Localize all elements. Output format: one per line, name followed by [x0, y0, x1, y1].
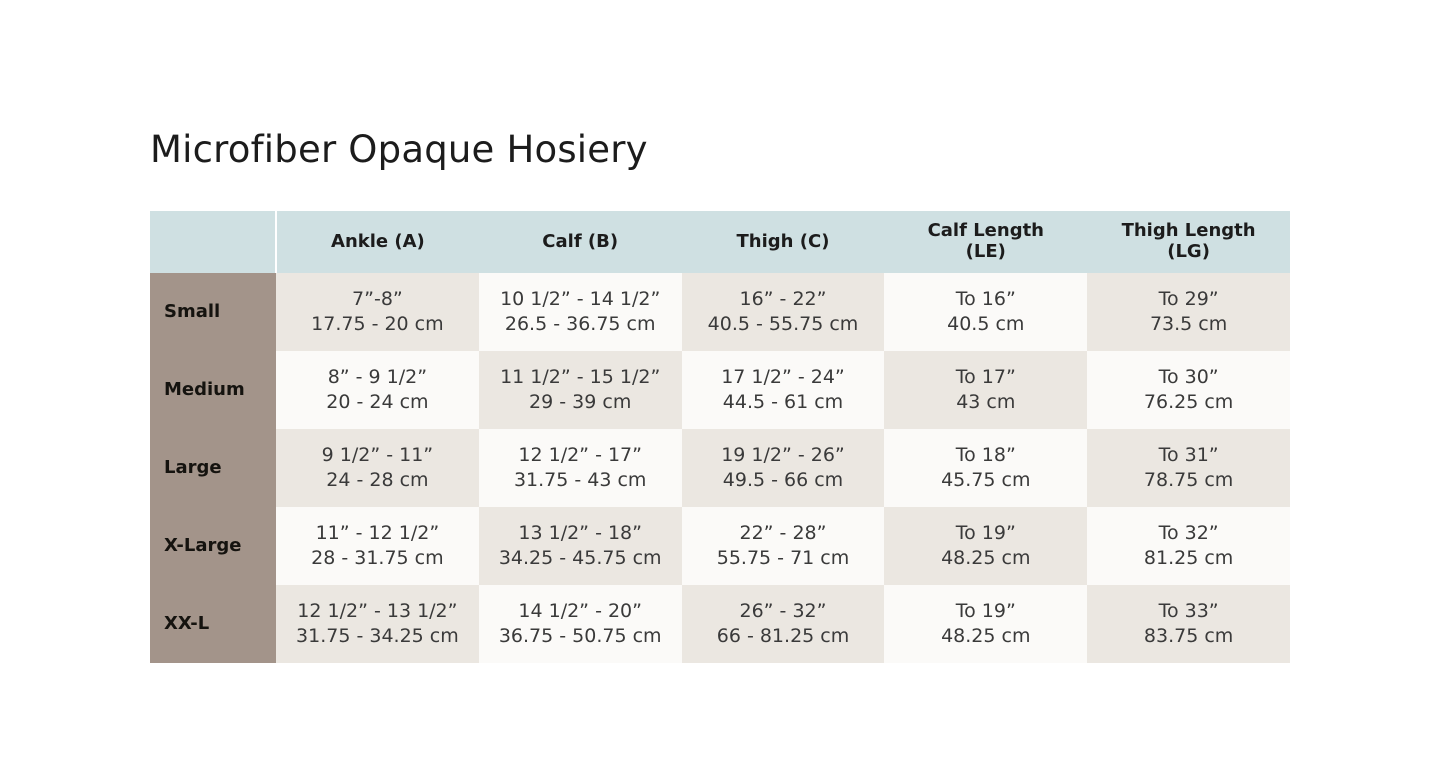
column-header-thigh-line1: Thigh (C)	[736, 230, 830, 252]
cell-x-large-thigh	[682, 507, 885, 585]
cell-small-calf-length-in: To 16”	[955, 288, 1016, 311]
column-header-thigh-length	[1087, 211, 1290, 273]
table-corner-cell	[150, 211, 276, 273]
table-row	[150, 351, 1290, 429]
cell-medium-calf-length-in: To 17”	[955, 366, 1016, 389]
cell-medium-calf-length-cm: 43 cm	[956, 391, 1016, 413]
cell-medium-calf-length	[884, 351, 1087, 429]
column-header-ankle	[276, 211, 479, 273]
cell-x-large-thigh-length	[1087, 507, 1290, 585]
cell-large-thigh-length-cm: 78.75 cm	[1143, 469, 1234, 491]
cell-small-thigh-length	[1087, 273, 1290, 351]
cell-large-calf	[479, 429, 682, 507]
cell-x-large-calf-length	[884, 507, 1087, 585]
column-header-thigh-length-line1: Thigh Length	[1121, 220, 1256, 242]
cell-medium-thigh-in: 17 1/2” - 24”	[721, 366, 845, 389]
cell-small-ankle	[276, 273, 479, 351]
cell-large-calf-length-in: To 18”	[955, 444, 1016, 467]
cell-small-ankle-in: 7”-8”	[352, 288, 403, 311]
row-header-xx-l: XX-L	[150, 585, 276, 663]
cell-large-calf-length	[884, 429, 1087, 507]
cell-medium-calf-in: 11 1/2” - 15 1/2”	[500, 366, 661, 389]
cell-large-thigh-in: 19 1/2” - 26”	[721, 444, 845, 467]
cell-medium-thigh-cm: 44.5 - 61 cm	[722, 391, 844, 413]
cell-xx-l-calf-length-in: To 19”	[955, 600, 1016, 623]
table-body	[150, 273, 1290, 663]
cell-large-calf-cm: 31.75 - 43 cm	[513, 469, 647, 491]
cell-x-large-calf-in: 13 1/2” - 18”	[518, 522, 642, 545]
table-row	[150, 273, 1290, 351]
cell-x-large-calf-length-in: To 19”	[955, 522, 1016, 545]
cell-xx-l-ankle-in: 12 1/2” - 13 1/2”	[297, 600, 458, 623]
table-row	[150, 507, 1290, 585]
cell-large-thigh-cm: 49.5 - 66 cm	[722, 469, 844, 491]
column-header-calf-line1: Calf (B)	[542, 230, 619, 252]
cell-xx-l-thigh-cm: 66 - 81.25 cm	[716, 625, 850, 647]
cell-medium-thigh-length-cm: 76.25 cm	[1143, 391, 1234, 413]
row-header-small: Small	[150, 273, 276, 351]
cell-xx-l-calf	[479, 585, 682, 663]
column-header-calf-length-line2: (LE)	[965, 241, 1006, 262]
size-chart-table	[150, 211, 1290, 663]
cell-xx-l-thigh-length-in: To 33”	[1158, 600, 1219, 623]
cell-x-large-calf-cm: 34.25 - 45.75 cm	[498, 547, 662, 569]
cell-xx-l-thigh	[682, 585, 885, 663]
cell-x-large-calf	[479, 507, 682, 585]
cell-small-calf-length	[884, 273, 1087, 351]
cell-small-thigh-in: 16” - 22”	[739, 288, 827, 311]
cell-xx-l-ankle	[276, 585, 479, 663]
cell-small-calf-length-cm: 40.5 cm	[947, 313, 1025, 335]
cell-xx-l-ankle-cm: 31.75 - 34.25 cm	[296, 625, 459, 647]
cell-xx-l-calf-cm: 36.75 - 50.75 cm	[498, 625, 662, 647]
cell-xx-l-thigh-length	[1087, 585, 1290, 663]
cell-small-calf	[479, 273, 682, 351]
cell-xx-l-thigh-length-cm: 83.75 cm	[1143, 625, 1234, 647]
cell-x-large-thigh-in: 22” - 28”	[739, 522, 827, 545]
cell-xx-l-calf-length	[884, 585, 1087, 663]
cell-medium-calf	[479, 351, 682, 429]
row-header-medium: Medium	[150, 351, 276, 429]
cell-x-large-ankle	[276, 507, 479, 585]
cell-medium-ankle	[276, 351, 479, 429]
cell-small-calf-in: 10 1/2” - 14 1/2”	[500, 288, 661, 311]
cell-small-thigh-length-in: To 29”	[1158, 288, 1219, 311]
row-header-x-large: X-Large	[150, 507, 276, 585]
cell-x-large-thigh-length-cm: 81.25 cm	[1143, 547, 1234, 569]
cell-large-thigh	[682, 429, 885, 507]
cell-xx-l-calf-in: 14 1/2” - 20”	[518, 600, 642, 623]
page-title: Microfiber Opaque Hosiery	[150, 128, 648, 171]
table-header	[150, 211, 1290, 273]
column-header-thigh	[682, 211, 885, 273]
cell-medium-ankle-in: 8” - 9 1/2”	[327, 366, 428, 389]
column-header-thigh-length-line2: (LG)	[1167, 241, 1210, 262]
cell-medium-ankle-cm: 20 - 24 cm	[326, 391, 429, 413]
cell-large-ankle-in: 9 1/2” - 11”	[321, 444, 434, 467]
cell-large-ankle	[276, 429, 479, 507]
cell-xx-l-thigh-in: 26” - 32”	[739, 600, 827, 623]
cell-x-large-ankle-cm: 28 - 31.75 cm	[311, 547, 444, 569]
cell-xx-l-calf-length-cm: 48.25 cm	[941, 625, 1031, 647]
cell-large-thigh-length-in: To 31”	[1158, 444, 1219, 467]
cell-x-large-thigh-length-in: To 32”	[1158, 522, 1219, 545]
column-header-ankle-line1: Ankle (A)	[331, 230, 425, 252]
cell-medium-thigh	[682, 351, 885, 429]
column-header-calf	[479, 211, 682, 273]
table-row	[150, 585, 1290, 663]
row-header-large: Large	[150, 429, 276, 507]
cell-medium-calf-cm: 29 - 39 cm	[529, 391, 632, 413]
cell-medium-thigh-length-in: To 30”	[1158, 366, 1219, 389]
column-header-calf-length	[884, 211, 1087, 273]
cell-small-thigh	[682, 273, 885, 351]
cell-large-calf-in: 12 1/2” - 17”	[518, 444, 642, 467]
cell-medium-thigh-length	[1087, 351, 1290, 429]
cell-x-large-thigh-cm: 55.75 - 71 cm	[716, 547, 850, 569]
cell-x-large-calf-length-cm: 48.25 cm	[941, 547, 1031, 569]
cell-small-thigh-cm: 40.5 - 55.75 cm	[707, 313, 859, 335]
table-row	[150, 429, 1290, 507]
column-header-calf-length-line1: Calf Length	[927, 220, 1044, 242]
table-header-row	[150, 211, 1290, 273]
cell-x-large-ankle-in: 11” - 12 1/2”	[315, 522, 440, 545]
cell-large-thigh-length	[1087, 429, 1290, 507]
cell-small-thigh-length-cm: 73.5 cm	[1149, 313, 1228, 335]
cell-small-calf-cm: 26.5 - 36.75 cm	[504, 313, 656, 335]
cell-large-calf-length-cm: 45.75 cm	[941, 469, 1031, 491]
cell-large-ankle-cm: 24 - 28 cm	[326, 469, 429, 491]
cell-small-ankle-cm: 17.75 - 20 cm	[311, 313, 444, 335]
